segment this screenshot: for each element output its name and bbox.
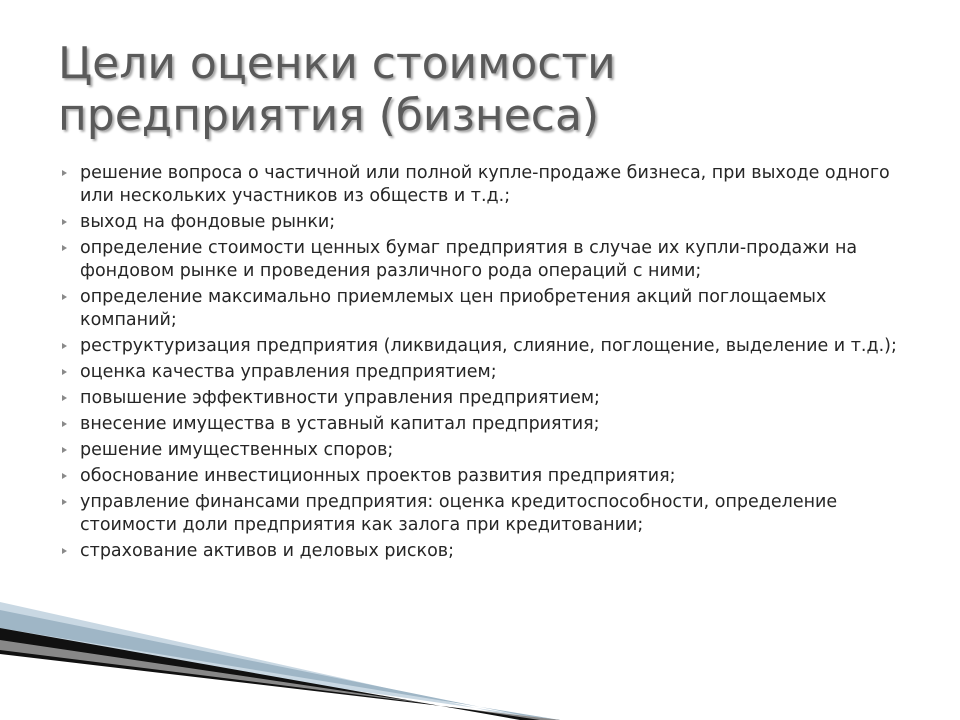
triangle-bullet-icon: [62, 245, 67, 251]
list-item-text: повышение эффективности управления предприятием;: [80, 388, 600, 408]
slide-title-line-2: предприятия (бизнеса): [58, 90, 600, 141]
triangle-bullet-icon: [62, 343, 67, 349]
list-item-text: решение имущественных споров;: [80, 440, 394, 460]
list-item: [62, 361, 912, 384]
list-item: [62, 413, 912, 436]
list-item-text: определение максимально приемлемых цен приобретения акций поглощаемых компаний;: [80, 287, 827, 330]
triangle-bullet-icon: [62, 548, 67, 554]
list-item-text: страхование активов и деловых рисков;: [80, 541, 454, 561]
triangle-bullet-icon: [62, 499, 67, 505]
list-item: [62, 540, 912, 563]
goals-list: [62, 162, 912, 566]
list-item: [62, 162, 912, 208]
decorative-swoosh: [0, 580, 560, 720]
list-item-text: управление финансами предприятия: оценка кредитоспособности, определение стоимости доли предприятия как залога при кредитовании;: [80, 492, 838, 535]
list-item-text: выход на фондовые рынки;: [80, 212, 336, 232]
list-item: [62, 335, 912, 358]
list-item: [62, 387, 912, 410]
triangle-bullet-icon: [62, 294, 67, 300]
list-item-text: определение стоимости ценных бумаг предприятия в случае их купли-продажи на фондовом рынке и проведения различного рода операций с ними;: [80, 238, 858, 281]
slide-title-line-1: Цели оценки стоимости: [58, 38, 616, 89]
list-item: [62, 491, 912, 537]
list-item: [62, 286, 912, 332]
triangle-bullet-icon: [62, 421, 67, 427]
list-item-text: реструктуризация предприятия (ликвидация, слияние, поглощение, выделение и т.д.);: [80, 336, 897, 356]
triangle-bullet-icon: [62, 219, 67, 225]
triangle-bullet-icon: [62, 369, 67, 375]
list-item: [62, 439, 912, 462]
list-item-text: обоснование инвестиционных проектов развития предприятия;: [80, 466, 676, 486]
list-item-text: решение вопроса о частичной или полной купле-продаже бизнеса, при выходе одного или нескольких участников из обществ и т.д.;: [80, 163, 890, 206]
list-item: [62, 237, 912, 283]
triangle-bullet-icon: [62, 473, 67, 479]
list-item: [62, 465, 912, 488]
triangle-bullet-icon: [62, 170, 67, 176]
list-item-text: оценка качества управления предприятием;: [80, 362, 497, 382]
triangle-bullet-icon: [62, 395, 67, 401]
list-item: [62, 211, 912, 234]
slide-title: [58, 38, 918, 142]
list-item-text: внесение имущества в уставный капитал предприятия;: [80, 414, 600, 434]
triangle-bullet-icon: [62, 447, 67, 453]
